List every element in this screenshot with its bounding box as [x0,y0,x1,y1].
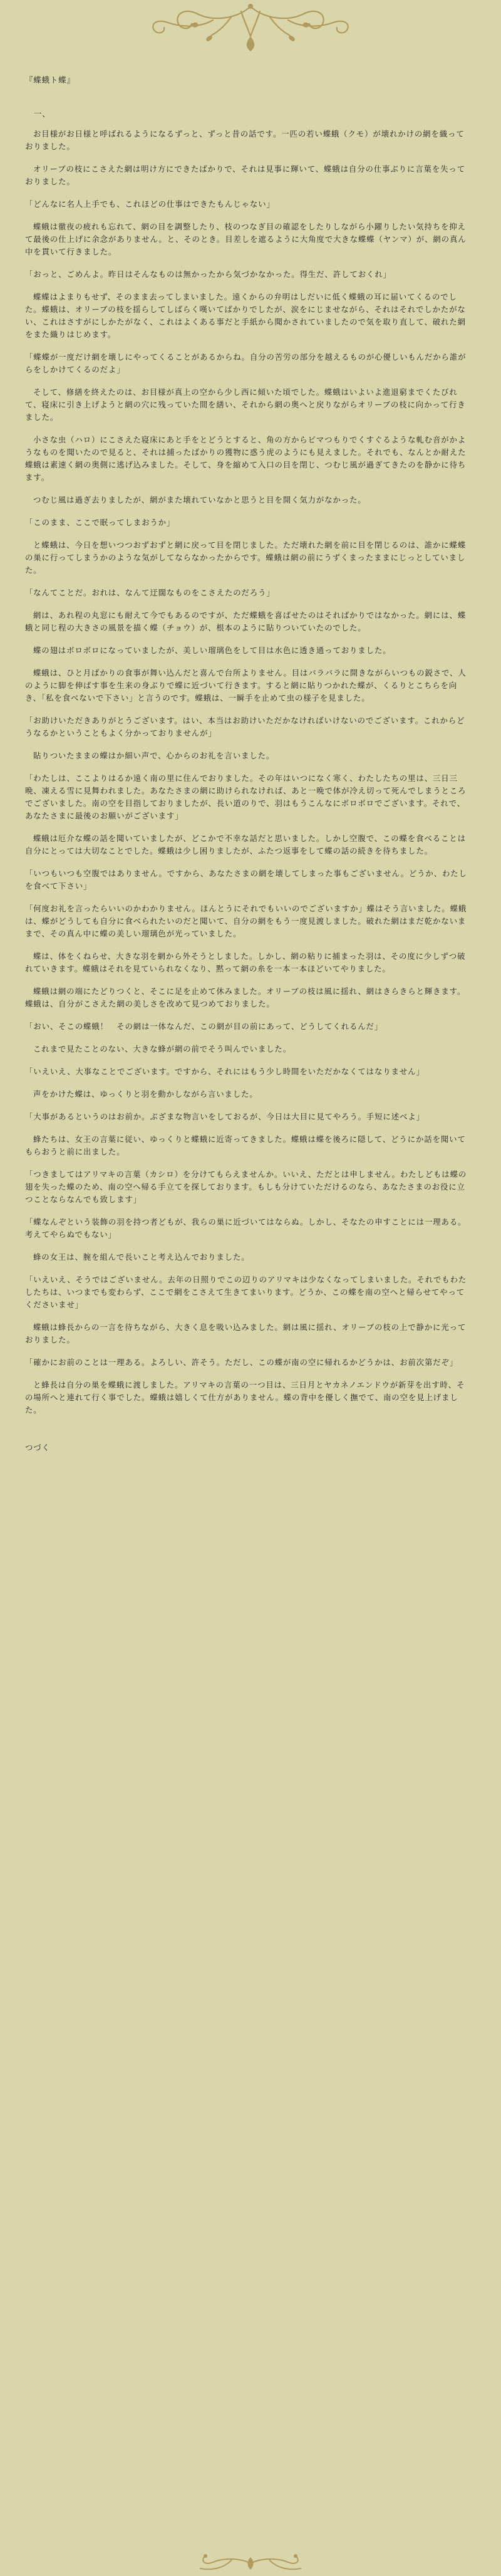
dialogue-paragraph: 「いつもいつも空腹ではありません。ですから、あなたさまの網を壊してしまった事もございません。どうか、わたしを食べて下さい」 [25,869,467,891]
top-ornament [0,0,501,69]
paragraph: 蜂たちは、女王の言葉に従い、ゆっくりと蝶蛾に近寄ってきました。蝶蛾は蝶を後ろに隠して、どうにか話を聞いてもらおうと前に出ました。 [25,1134,466,1156]
bottom-ornament [0,2538,501,2576]
dialogue-paragraph: 「おっと、ごめんよ。昨日はそんなものは無かったから気づかなかった。得生だ、許しておくれ」 [25,270,391,279]
paragraph: 蝶蛾は、ひと月ばかりの食事が舞い込んだと喜んで台所よりません。目はバラバラに開きながらいつもの鋭さで、人のように脚を伸ばす事を生来の身ぶりで蝶に近づいて行きます。すると網に貼りつかれた蝶が、くるりとこちらを向き、「私を食べないで下さい」と言うのです。蝶蛾は、一瞬手を止めて虫の様子を見ました。 [25,668,467,703]
dialogue-paragraph: 「どんなに名人上手でも、これほどの仕事はできたもんじゃない」 [25,199,275,209]
paragraph: 貼りついたままの蝶はか細い声で、心からのお礼を言いました。 [33,751,275,760]
paragraph: 蝶は、体をくねらせ、大きな羽を網から外そうとしました。しかし、網の粘りに捕まった羽は、その度に少しずつ破れていきます。蝶蛾はそれを見ていられなくなり、黙って網の糸を一本一本ほどいてやりました。 [25,951,466,973]
dialogue-paragraph: 「いえいえ、そうではございません。去年の日照りでこの辺りのアリマキは少なくなってしまいました。それでもわたしたちは、いつまでも変わらず、ここで網をこさえて生きてまいります。どうか、この蝶を南の空へと帰らせてやってくださいませ」 [25,1275,467,1309]
story-title: 『蝶蛾ト蝶』 [25,75,75,85]
dialogue-paragraph: 「なんてことだ。おれは、なんて迂闊なものをこさえたのだろう」 [25,588,275,597]
dialogue-paragraph: 「蝶蝶が一度だけ網を壊しにやってくることがあるからね。自分の苦労の部分を越えるものが心優しいもんだから誰がらをしかけてくるのだよ」 [25,352,467,374]
dialogue-paragraph: 「このまま、ここで眠ってしまおうか」 [25,518,175,527]
paragraph: と蝶蛾は、今日を想いつつおずおずと網に戻って目を閉じました。ただ壊れた網を前に目を閉じるのは、誰かに蝶蝶の巣に行ってしまうかのような気がしてならなかったからです。蝶蛾は網の前にうずくまったままにじっとしていました。 [25,540,467,575]
paragraph: 蝶蛾は徹夜の疲れも忘れて、網の目を調整したり、枝のつなぎ目の確認をしたりしながら小躍りしたい気持ちを抑えて最後の仕上げに余念がありません。と、そのとき。目差しを遮るように大角度で大きな蝶蝶（ヤンマ）が、網の真ん中を貫いて行きました。 [25,222,467,256]
paragraph: 蝶の翅はボロボロになっていましたが、美しい瑠璃色をして目は水色に透き通っておりました。 [33,646,391,655]
to-be-continued: つづく [25,1443,50,1452]
dialogue-paragraph: 「つきましてはアリマキの言葉（カシロ）を分けてもらえませんか。いいえ、ただとは申しません。わたしどもは蝶の翅を失った蝶のため、南の空へ帰る手立てを探しております。もしも分けていただけるのなら、あなたさまのお役に立つことならなんでも致します」 [25,1170,467,1204]
paragraph: 声をかけた蝶は、ゆっくりと羽を動かしながら言いました。 [33,1089,258,1099]
paragraph: と蜂長は自分の巣を蝶蛾に渡しました。アリマキの言葉の一つ目は、三日月とヤカネノエンドウが新芽を出す時、その場所へと連れて行く事でした。蝶蛾は嬉しくて仕方がありません。蝶の背中を優しく撫でて、南の空を見上げました。 [25,1380,465,1415]
paragraph: そして、修繕を終えたのは、お目様が真上の空から少し西に傾いた頃でした。蝶蛾はいよいよ進退窮までくたびれて、寝床に引き上げようと網の穴に残っていた間を繕い、それから網の奥へと戻りながらオリーブの枝に向かって行きました。 [25,387,466,422]
paragraph: お目様がお日様と呼ばれるようになるずっと、ずっと昔の話です。一匹の若い蝶蛾（クモ）が壊れかけの網を織っておりました。 [25,129,465,151]
paragraph: 蝶蛾は蜂長からの一言を待ちながら、大きく息を吸い込みました。網は風に揺れ、オリーブの枝の上で静かに光っておりました。 [25,1322,467,1344]
paragraph: 蝶蛾は網の端にたどりつくと、そこに足を止めて休みました。オリーブの枝は風に揺れ、網はきらきらと輝きます。蝶蛾は、自分がこさえた網の美しさを改めて見つめておりました。 [25,987,466,1008]
paragraph: 蝶蛾は厄介な蝶の話を聞いていましたが、どこかで不幸な話だと思いました。しかし空腹で、この蝶を食べることは自分にとっては大切なことでした。蝶蛾は少し困りましたが、ふたつ返事をして蝶の話の続きを待ちました。 [25,834,466,856]
paragraph: 蝶蝶はよまりもせず、そのまま去ってしまいました。遠くからの弁明はしだいに低く蝶蛾の耳に届いてくるのでした。蝶蛾は、オリーブの枝を揺らしてしばらく嘆いてばかりでしたが、涙をにじませながら、それはそれでしかたがない、これはさすがにしかたがなく、これはよくある事だと手紙から聞かされていましたので気を取り直して、破れた網をまた織りはじめます。 [25,292,466,339]
floral-scroll-icon [138,0,363,63]
dialogue-paragraph: 「お助けいただきありがとうございます。はい、本当はお助けいただかなければいけないのでございます。これからどうなるかということもよく分かっておりませんが」 [25,716,465,738]
paragraph: これまで見たことのない、大きな蜂が網の前でそう叫んでいました。 [33,1044,292,1054]
paragraph: 網は、あれ程の丸窓にも耐えて今でもあるのですが、ただ蝶蛾を喜ばせたのはそればかりではなかった。網には、蝶蛾と同じ程の大きさの風景を描く蝶（チョウ）が、根本のように貼りついていたのでした。 [25,610,467,632]
dialogue-paragraph: 「何度お礼を言ったらいいのかわかりません。ほんとうにそれでもいいのでございますか」蝶はそう言いました。蝶蛾は、蝶がどうしても自分に食べられたいのだと聞いて、自分の網をもう一度見渡しました。破れた網はまだ乾かないままで、その真ん中に蝶の美しい瑠璃色が光っていました。 [25,904,467,938]
paragraph: オリーブの枝にこさえた網は明け方にできたばかりで、それは見事に輝いて、蝶蛾は自分の仕事ぶりに言葉を失っておりました。 [25,164,465,186]
floral-scroll-icon [175,2545,326,2576]
dialogue-paragraph: 「確かにお前のことは一理ある。よろしい、許そう。ただし、この蝶が南の空に帰れるかどうかは、お前次第だぞ」 [25,1358,458,1367]
paragraph: 小さな虫（ハロ）にこさえた寝床にあと手をとどうとすると、角の方からピマつもりでくすぐるような軋む音がかようなものを聞いたので見ると、それは捕ったばかりの獲物に惑う虎のようにも見えました。それでも、なんとか耐えた蝶蛾は素速く網の奥側に逃げ込みました。そして、身を縮めて入口の目を閉じ、つむじ風が過ぎてきたのを静かに待ちます。 [25,435,467,482]
dialogue-paragraph: 「わたしは、ここよりはるか遠く南の里に住んでおりました。その年はいつになく寒く、わたしたちの里は、三日三晩、凍える雪に見舞われました。あなたさまの網に助けられなければ、あと一晩で体が冷え切って死んでしまうところでございました。南の空を目指しておりましたが、長い道のりで、羽はもうこんなにボロボロでございます。それで、あなたさまに最後のお願いがございます」 [25,773,467,820]
paragraph: 蜂の女王は、腕を組んで長いこと考え込んでおりました。 [33,1252,250,1262]
dialogue-paragraph: 「いえいえ、大事なことでございます。ですから、それにはもう少し時間をいただかなくてはなりません」 [25,1067,425,1076]
dialogue-paragraph: 「おい、そこの蝶蛾！ その網は一体なんだ、この網が目の前にあって、どうしてくれるんだ」 [25,1022,383,1031]
story-body [25,74,471,1454]
paragraph: つむじ風は過ぎ去りましたが、網がまた壊れていなかと思うと目を開く気力がなかった。 [33,495,366,505]
dialogue-paragraph: 「大事があるというのはお前か。ぶざまな物言いをしておるが、今日は大目に見てやろう。手短に述べよ」 [25,1112,425,1121]
dialogue-paragraph: 「蝶なんぞという装飾の羽を持つ者どもが、我らの巣に近づいてはならぬ。しかし、そなたの申すことには一理ある。考えてやらぬでもない」 [25,1217,467,1239]
chapter-number: 一、 [34,109,51,118]
